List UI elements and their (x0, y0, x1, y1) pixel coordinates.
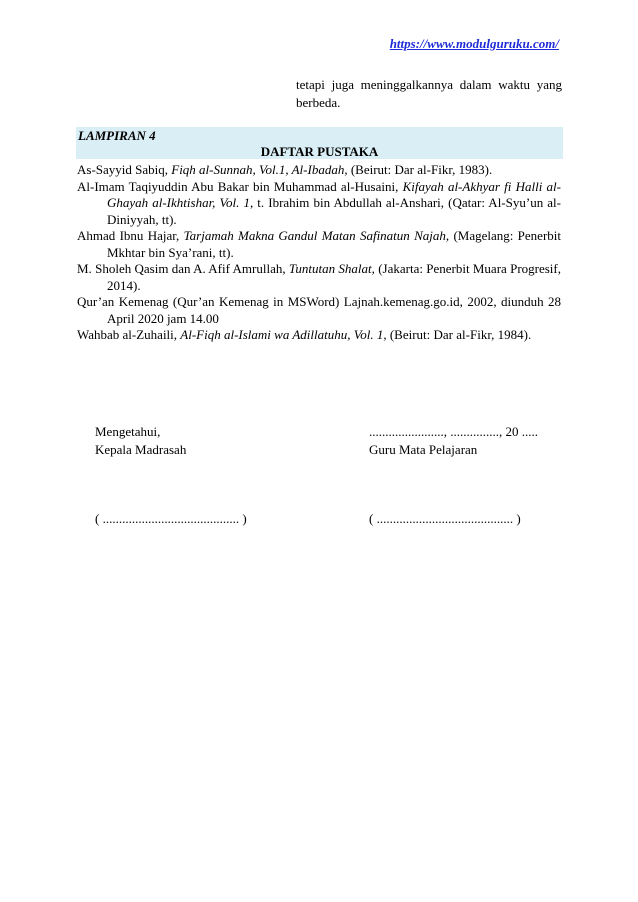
reference-item (77, 327, 561, 344)
daftar-pustaka-title: DAFTAR PUSTAKA (260, 144, 379, 159)
signature-name-right: ( .......................................... ) (369, 511, 521, 526)
reference-author: Al-Imam Taqiyuddin Abu Bakar bin Muhammad al-Husaini, (77, 178, 403, 194)
reference-title: Kifayah al-Akhyar fi Halli al-Ghayah al-Ikhtishar, Vol. 1, (107, 178, 561, 210)
reference-author: Wahbab al-Zuhaili, (77, 327, 181, 342)
reference-item (77, 228, 561, 261)
reference-title: Al-Fiqh al-Islami wa Adillatuhu, Vol. 1, (180, 327, 387, 342)
signature-role-head: Kepala Madrasah (95, 442, 187, 457)
signature-role-teacher: Guru Mata Pelajaran (369, 442, 478, 457)
reference-title: Tarjamah Makna Gandul Matan Safinatun Najah, (183, 228, 450, 243)
reference-publication: (Beirut: Dar al-Fikr, 1983). (347, 162, 493, 177)
lampiran-header-band (76, 127, 563, 159)
reference-author: Qur’an Kemenag (Qur’an Kemenag in MSWord) Lajnah.kemenag.go.id, 2002, diunduh 28 April 2020 jam 14.00 (77, 294, 561, 326)
signature-block-right (369, 423, 538, 459)
reference-item (77, 162, 561, 179)
reference-item (77, 261, 561, 294)
reference-list (77, 162, 561, 344)
reference-author: M. Sholeh Qasim dan A. Afif Amrullah, (77, 261, 289, 276)
reference-author: Ahmad Ibnu Hajar, (77, 228, 184, 243)
reference-publication: (Beirut: Dar al-Fikr, 1984). (386, 327, 532, 342)
signature-place-date: ......................., ..............., 20 ..... (369, 424, 538, 439)
reference-item (77, 294, 561, 327)
signature-block-left (95, 423, 186, 459)
signature-name-left: ( .......................................... ) (95, 511, 247, 526)
reference-publication: (Magelang: Penerbit Mkhtar bin Sya’rani, tt). (107, 228, 561, 260)
reference-publication: t. Ibrahim bin Abdullah al-Anshari, (Qatar: Al-Syu’un al-Diniyyah, tt). (107, 195, 561, 227)
reference-title: Fiqh al-Sunnah, Vol.1, Al-Ibadah, (171, 162, 348, 177)
reference-title: Tuntutan Shalat, (288, 261, 375, 276)
reference-author: As-Sayyid Sabiq, (77, 162, 172, 177)
lampiran-label: LAMPIRAN 4 (78, 128, 156, 143)
reference-publication: (Jakarta: Penerbit Muara Progresif, 2014). (107, 261, 561, 293)
header-url-link[interactable]: https://www.modulguruku.com/ (389, 36, 559, 51)
reference-item (77, 179, 561, 229)
continued-paragraph: tetapi juga meninggalkannya dalam waktu yang berbeda. (296, 77, 562, 110)
signature-acknowledged-label: Mengetahui, (95, 424, 161, 439)
